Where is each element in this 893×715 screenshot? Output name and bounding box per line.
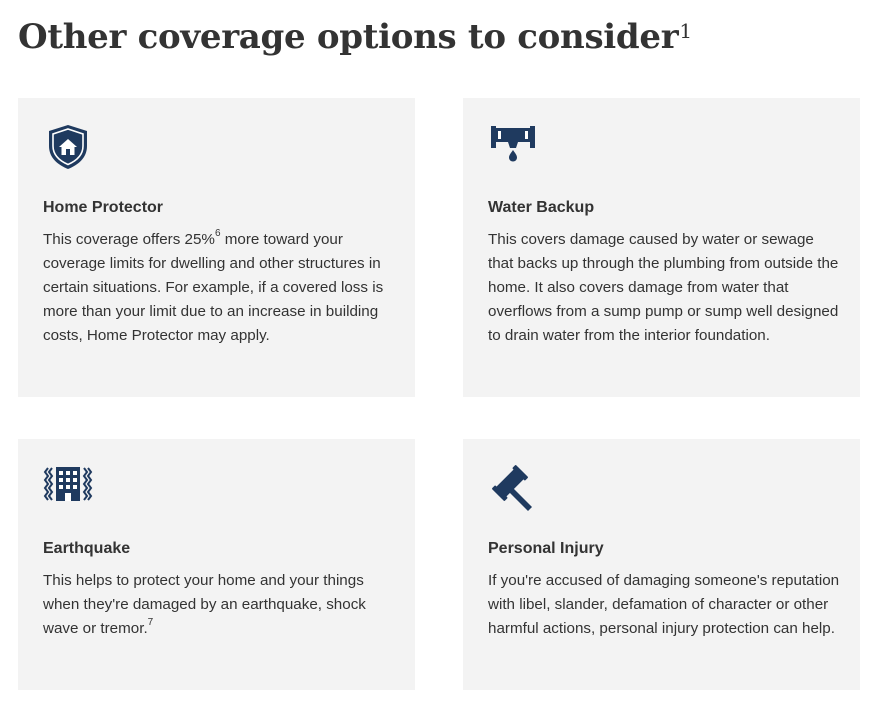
gavel-icon	[488, 463, 538, 513]
title-footnote[interactable]: 1	[679, 19, 692, 43]
card-description: This coverage offers 25%$^6$ more toward your coverage limits for dwelling and other structures in certain situations. For example, if a covered loss is more than your limit due to an increase in building costs, Home Protector may apply.	[43, 227, 384, 344]
building-quake-icon	[43, 463, 93, 513]
card-description: This covers damage caused by water or sewage that backs up through the plumbing from outside the home. It also covers damage from water that overflows from a sump pump or sump well designed to drain water from the interior foundation.	[488, 231, 839, 344]
house-shield-icon	[43, 122, 93, 172]
page-title-text: Other coverage options to consider	[18, 17, 679, 57]
footnote-marker[interactable]: 6	[214, 227, 221, 239]
card-description: This helps to protect your home and your things when they're damaged by an earthquake, shock wave or tremor.$^7$	[43, 572, 366, 637]
card-title: Water Backup	[488, 199, 595, 216]
card-title: Personal Injury	[488, 540, 604, 557]
card-title: Home Protector	[43, 199, 164, 216]
coverage-card-home-protector	[18, 98, 415, 397]
pipe-drip-icon	[488, 122, 538, 172]
coverage-card-earthquake	[18, 439, 415, 690]
coverage-card-water-backup	[463, 98, 860, 397]
coverage-card-personal-injury	[463, 439, 860, 690]
page-title	[18, 14, 692, 60]
footnote-marker[interactable]: 7	[147, 616, 154, 628]
card-description: If you're accused of damaging someone's reputation with libel, slander, defamation of character or other harmful actions, personal injury protection can help.	[488, 572, 840, 637]
card-title: Earthquake	[43, 540, 131, 557]
